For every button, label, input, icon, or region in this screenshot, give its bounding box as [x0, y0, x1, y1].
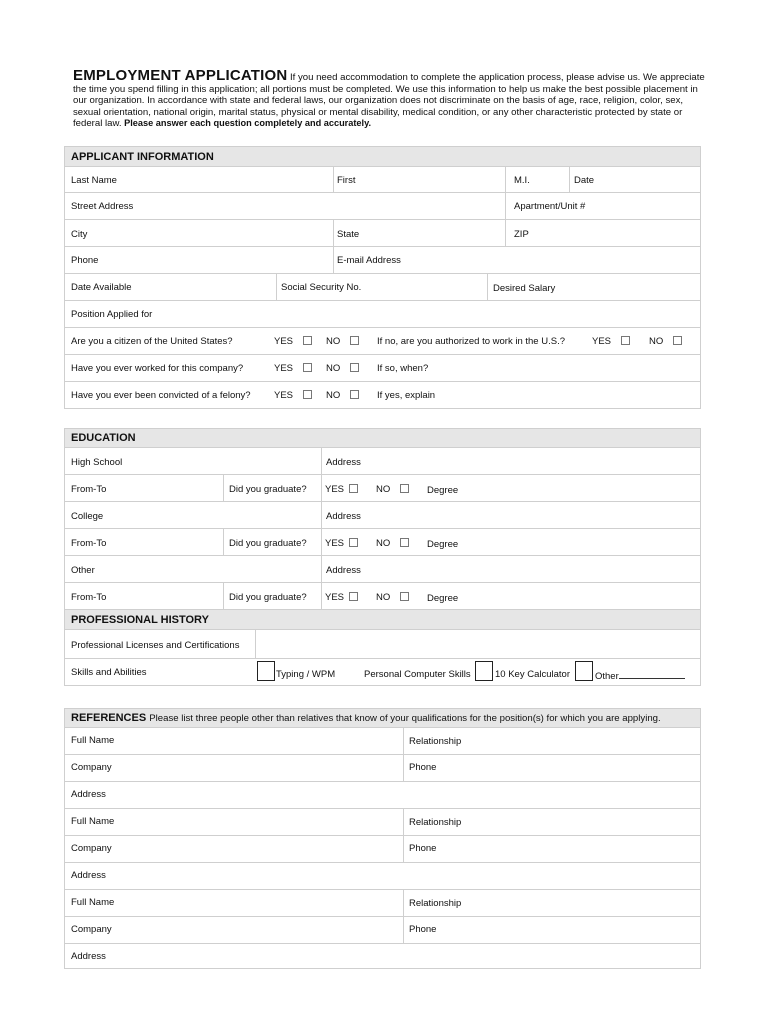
calculator-label: 10 Key Calculator [495, 669, 570, 680]
zip-field[interactable]: ZIP [514, 229, 529, 240]
reference-3-relationship-field[interactable]: Relationship [409, 898, 462, 909]
other-school-yes-checkbox[interactable] [349, 592, 358, 601]
worked-yes-label: YES [274, 363, 294, 374]
education-section [64, 428, 701, 686]
college-graduate-question: Did you graduate? [229, 538, 307, 549]
felony-yes-checkbox[interactable] [303, 390, 312, 399]
worked-when-field[interactable]: If so, when? [377, 363, 429, 374]
reference-3-phone-field[interactable]: Phone [409, 924, 437, 935]
college-yes-checkbox[interactable] [349, 538, 358, 547]
email-field[interactable]: E-mail Address [337, 255, 401, 266]
city-field[interactable]: City [71, 229, 88, 240]
reference-3-address-field[interactable]: Address [71, 951, 106, 962]
citizen-yes-label: YES [274, 336, 294, 347]
date-available-field[interactable]: Date Available [71, 282, 132, 293]
intro-emphasis: Please answer each question completely and accurately. [124, 118, 372, 129]
college-no-label: NO [376, 538, 391, 549]
references-heading [65, 709, 700, 728]
authorized-question: If no, are you authorized to work in the U.S.? [377, 336, 565, 347]
worked-question: Have you ever worked for this company? [71, 363, 244, 374]
reference-2-address-field[interactable]: Address [71, 870, 106, 881]
state-field[interactable]: State [337, 229, 360, 240]
date-field[interactable]: Date [574, 175, 595, 186]
first-name-field[interactable]: First [337, 175, 356, 186]
college-field[interactable]: College [71, 511, 104, 522]
reference-1-company-field[interactable]: Company [71, 762, 112, 773]
street-address-field[interactable]: Street Address [71, 201, 134, 212]
reference-2-company-field[interactable]: Company [71, 843, 112, 854]
references-title: REFERENCES [71, 712, 147, 724]
high-school-graduate-question: Did you graduate? [229, 484, 307, 495]
worked-no-label: NO [326, 363, 341, 374]
college-degree-field[interactable]: Degree [427, 539, 459, 550]
citizen-no-label: NO [326, 336, 341, 347]
college-address-field[interactable]: Address [326, 511, 361, 522]
citizen-yes-checkbox[interactable] [303, 336, 312, 345]
form-title: EMPLOYMENT APPLICATION [73, 67, 288, 84]
worked-yes-checkbox[interactable] [303, 363, 312, 372]
high-school-no-label: NO [376, 484, 391, 495]
reference-1-phone-field[interactable]: Phone [409, 762, 437, 773]
phone-field[interactable]: Phone [71, 255, 99, 266]
other-skill-field[interactable]: Other [595, 669, 685, 682]
other-school-address-field[interactable]: Address [326, 565, 361, 576]
high-school-yes-label: YES [325, 484, 345, 495]
professional-history-heading: PROFESSIONAL HISTORY [65, 609, 700, 630]
position-applied-field[interactable]: Position Applied for [71, 309, 153, 320]
college-from-to-field[interactable]: From-To [71, 538, 107, 549]
other-school-from-to-field[interactable]: From-To [71, 592, 107, 603]
authorized-yes-checkbox[interactable] [621, 336, 630, 345]
desired-salary-field[interactable]: Desired Salary [493, 283, 556, 294]
college-no-checkbox[interactable] [400, 538, 409, 547]
other-school-no-label: NO [376, 592, 391, 603]
authorized-yes-label: YES [592, 336, 612, 347]
high-school-address-field[interactable]: Address [326, 457, 361, 468]
college-yes-label: YES [325, 538, 345, 549]
reference-3-full-name-field[interactable]: Full Name [71, 897, 115, 908]
authorized-no-checkbox[interactable] [673, 336, 682, 345]
felony-explain-field[interactable]: If yes, explain [377, 390, 436, 401]
references-section [64, 708, 701, 969]
other-school-no-checkbox[interactable] [400, 592, 409, 601]
felony-yes-label: YES [274, 390, 294, 401]
citizen-no-checkbox[interactable] [350, 336, 359, 345]
references-instructions: Please list three people other than relatives that know of your qualifications for the position(s) for which you are applying. [149, 713, 661, 724]
other-school-field[interactable]: Other [71, 565, 95, 576]
reference-1-full-name-field[interactable]: Full Name [71, 735, 115, 746]
reference-3-company-field[interactable]: Company [71, 924, 112, 935]
licenses-field[interactable]: Professional Licenses and Certifications [71, 640, 240, 651]
apartment-unit-field[interactable]: Apartment/Unit # [514, 201, 586, 212]
last-name-field[interactable]: Last Name [71, 175, 117, 186]
applicant-information-section [64, 146, 701, 409]
skills-label: Skills and Abilities [71, 667, 147, 678]
felony-no-checkbox[interactable] [350, 390, 359, 399]
education-section-heading: EDUCATION [65, 429, 700, 448]
high-school-degree-field[interactable]: Degree [427, 485, 459, 496]
intro-text: If you need accommodation to complete the application process, please advise us. We appreciate the time you spend filling in this application; all portions must be completed. We use this information to help us make the best possible placement in our organization. In accordance with state and federal laws, our organization does not discriminate on the basis of age, race, religion, color, sex, sexual orientation, national origin, marital status, physical or mental disability, medical condition, or any other characteristic protected by state or federal law. [73, 72, 705, 130]
reference-2-full-name-field[interactable]: Full Name [71, 816, 115, 827]
other-school-graduate-question: Did you graduate? [229, 592, 307, 603]
high-school-field[interactable]: High School [71, 457, 123, 468]
high-school-from-to-field[interactable]: From-To [71, 484, 107, 495]
felony-no-label: NO [326, 390, 341, 401]
reference-1-relationship-field[interactable]: Relationship [409, 736, 462, 747]
authorized-no-label: NO [649, 336, 664, 347]
felony-question: Have you ever been convicted of a felony? [71, 390, 251, 401]
citizen-question: Are you a citizen of the United States? [71, 336, 233, 347]
worked-no-checkbox[interactable] [350, 363, 359, 372]
reference-2-relationship-field[interactable]: Relationship [409, 817, 462, 828]
high-school-yes-checkbox[interactable] [349, 484, 358, 493]
other-school-yes-label: YES [325, 592, 345, 603]
typing-checkbox[interactable] [257, 661, 275, 681]
computer-skills-label: Personal Computer Skills [364, 669, 471, 680]
computer-skills-checkbox[interactable] [475, 661, 493, 681]
ssn-field[interactable]: Social Security No. [281, 282, 362, 293]
high-school-no-checkbox[interactable] [400, 484, 409, 493]
typing-label: Typing / WPM [276, 669, 336, 680]
calculator-checkbox[interactable] [575, 661, 593, 681]
middle-initial-field[interactable]: M.I. [514, 175, 530, 186]
reference-2-phone-field[interactable]: Phone [409, 843, 437, 854]
other-school-degree-field[interactable]: Degree [427, 593, 459, 604]
applicant-section-heading: APPLICANT INFORMATION [65, 147, 700, 167]
intro-paragraph [73, 67, 713, 130]
reference-1-address-field[interactable]: Address [71, 789, 106, 800]
